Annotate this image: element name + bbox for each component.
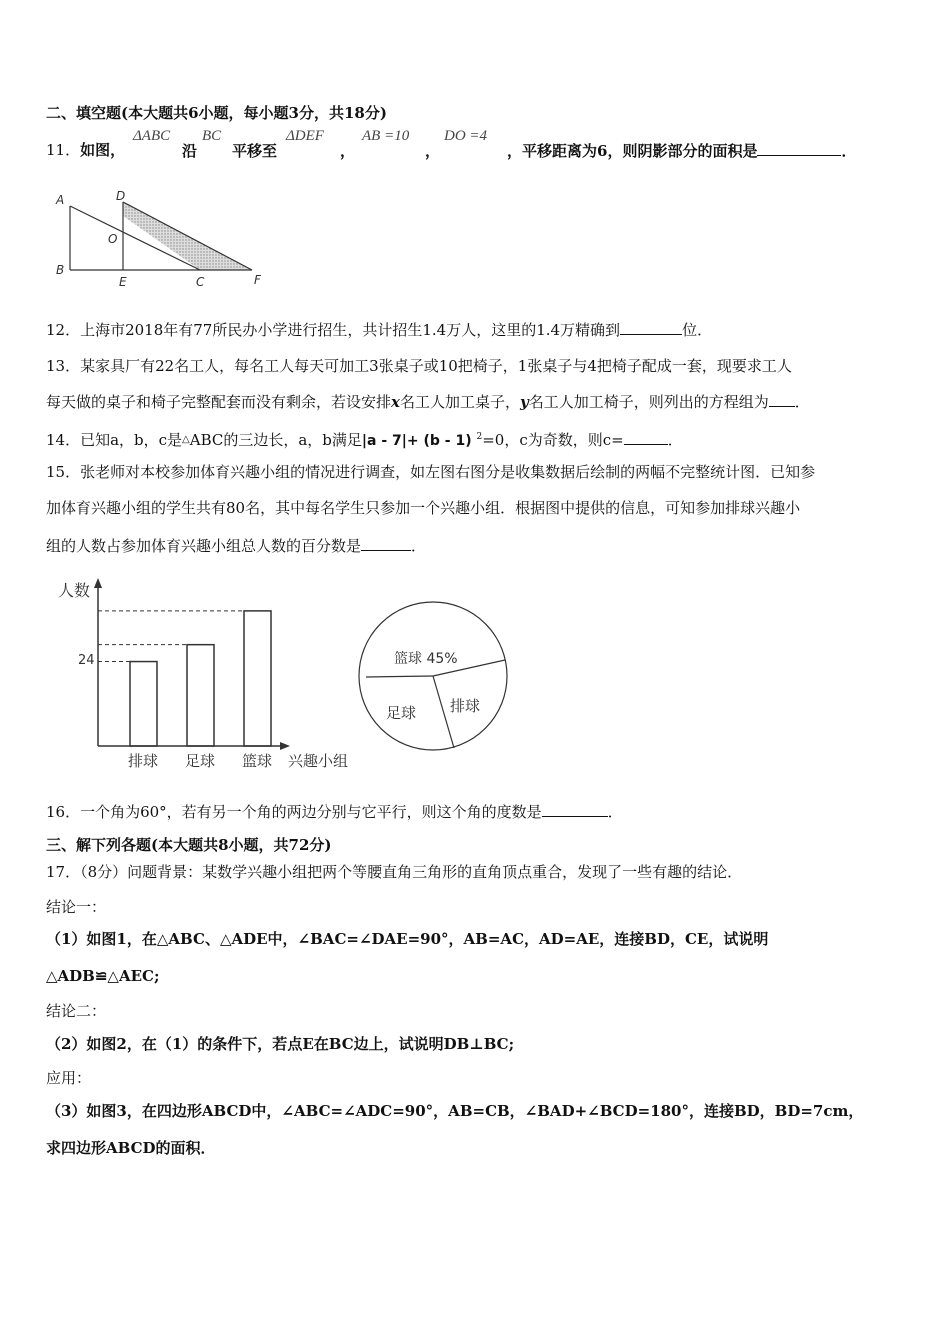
q17-application-title: 应用： xyxy=(46,1069,92,1087)
pie-label-volleyball: 排球 xyxy=(450,697,481,715)
q11-text-1: 如图， xyxy=(80,141,126,159)
q12-answer-blank[interactable] xyxy=(620,320,682,335)
y-axis-label: 人数 xyxy=(58,581,91,600)
label-d: D xyxy=(116,189,126,203)
bar-0 xyxy=(130,662,157,746)
q17-part-1-line-1: （1）如图1，在△ABC、△ADE中，∠BAC=∠DAE=90°，AB=AC，AD=AE，连接BD，CE，试说明 xyxy=(46,930,769,948)
x-axis-arrow xyxy=(280,742,290,750)
label-b: B xyxy=(56,263,65,277)
q17-conclusion-2-title: 结论二： xyxy=(46,1002,107,1020)
x-axis-label: 兴趣小组 xyxy=(288,752,349,770)
q15-pie-chart xyxy=(354,598,514,758)
pie-label-football: 足球 xyxy=(386,704,417,722)
bar-2 xyxy=(244,611,271,746)
y-axis-arrow xyxy=(94,578,102,588)
q11-math-ab: AB =10 xyxy=(362,128,410,144)
q11-math-def: ΔDEF xyxy=(286,128,324,144)
question-16: 16．一个角为60°，若有另一个角的两边分别与它平行，则这个角的度数是 ． xyxy=(46,803,623,821)
question-17-intro: 17．（8分）问题背景：某数学兴趣小组把两个等腰直角三角形的直角顶点重合，发现了一些有趣的结论． xyxy=(46,863,743,881)
q11-number: 11． xyxy=(46,141,81,159)
q11-math-abc: ΔABC xyxy=(133,128,171,144)
label-f: F xyxy=(254,273,261,287)
question-15-line-2: 加体育兴趣小组的学生共有80名，其中每名学生只参加一个兴趣小组．根据图中提供的信息，可知参加排球兴趣小 xyxy=(46,499,801,517)
q11-math-bc: BC xyxy=(202,128,222,144)
question-13-line-1: 13．某家具厂有22名工人，每名工人每天可加工3张桌子或10把椅子，1张桌子与4把椅子配成一套，现要求工人 xyxy=(46,357,792,375)
q15-answer-blank[interactable] xyxy=(361,536,411,551)
q11-text-5: ， xyxy=(425,142,441,160)
q17-part-1-line-2: △ADB≌△AEC; xyxy=(46,967,160,985)
pie-divider-1 xyxy=(366,676,433,677)
q14-answer-blank[interactable] xyxy=(624,430,668,445)
q15-bar-chart xyxy=(56,574,366,774)
question-12: 12．上海市2018年有77所民办小学进行招生，共计招生1.4万人，这里的1.4万精确到 位． xyxy=(46,321,713,339)
q11-text-3: 平移至 xyxy=(232,142,278,160)
q17-conclusion-1-title: 结论一： xyxy=(46,898,107,916)
y-tick-label-24: 24 xyxy=(78,653,95,668)
label-o: O xyxy=(108,232,118,246)
q11-text-4: ， xyxy=(340,142,356,160)
q11-text-2: 沿 xyxy=(182,142,198,160)
question-15-line-3: 组的人数占参加体育兴趣小组总人数的百分数是 ． xyxy=(46,537,427,555)
q11-figure xyxy=(50,188,280,290)
question-13-line-2: 每天做的桌子和椅子完整配套而没有剩余，若设安排x名工人加工桌子，y名工人加工椅子，则列出的方程组为 ． xyxy=(46,393,810,411)
category-label-0: 排球 xyxy=(128,752,159,770)
label-a: A xyxy=(56,193,65,207)
q17-part-2-line: （2）如图2，在（1）的条件下，若点E在BC边上，试说明DB⊥BC; xyxy=(46,1035,515,1053)
q11-text-6: ，平移距离为6，则阴影部分的面积是 ． xyxy=(507,142,857,160)
q16-answer-blank[interactable] xyxy=(542,802,608,817)
question-14: 14．已知a，b，c是△ABC的三边长，a，b满足|a - 7|+ (b - 1) $^2$=0，c为奇数，则c= ． xyxy=(46,431,683,449)
q17-part-3-line-1: （3）如图3，在四边形ABCD中，∠ABC=∠ADC=90°，AB=CB，∠BAD+∠BCD=180°，连接BD，BD=7cm， xyxy=(46,1102,864,1120)
q11-answer-blank[interactable] xyxy=(757,141,841,156)
section-2-title: 二、填空题(本大题共6小题，每小题3分，共18分) xyxy=(46,104,387,122)
q17-part-3-line-2: 求四边形ABCD的面积． xyxy=(46,1139,216,1157)
q13-answer-blank[interactable] xyxy=(769,392,795,407)
category-label-2: 篮球 xyxy=(242,752,273,770)
pie-label-basketball: 篮球 45% xyxy=(394,651,458,667)
section-3-title: 三、解下列各题(本大题共8小题，共72分) xyxy=(46,836,332,854)
question-15-line-1: 15．张老师对本校参加体育兴趣小组的情况进行调查，如左图右图分是收集数据后绘制的两幅不完整统计图．已知参 xyxy=(46,463,816,481)
label-e: E xyxy=(119,275,127,289)
label-c: C xyxy=(196,275,205,289)
q11-math-do: DO =4 xyxy=(444,128,488,144)
bar-1 xyxy=(187,645,214,746)
category-label-1: 足球 xyxy=(185,752,216,770)
